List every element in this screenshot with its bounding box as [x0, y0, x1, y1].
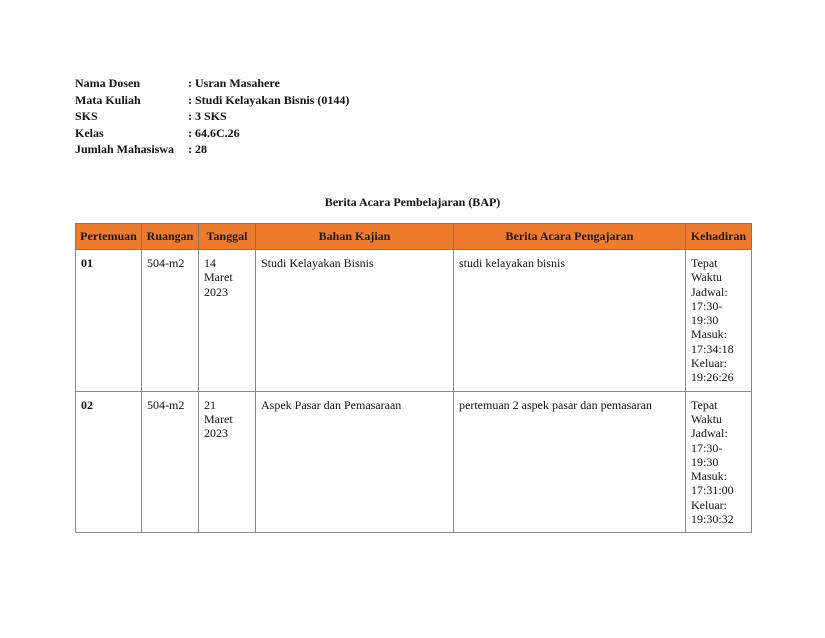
cell-kehadiran: Tepat Waktu Jadwal: 17:30- 19:30 Masuk: 17:31:00 Keluar: 19:30:32	[686, 391, 752, 533]
info-label: Nama Dosen	[75, 76, 140, 90]
info-value: : 3 SKS	[188, 109, 227, 123]
header-ruangan: Ruangan	[142, 224, 199, 250]
header-bahan-kajian: Bahan Kajian	[256, 224, 454, 250]
cell-ruangan: 504-m2	[142, 391, 199, 533]
cell-ruangan: 504-m2	[142, 250, 199, 392]
cell-pertemuan: 01	[76, 250, 142, 392]
table-row	[76, 391, 752, 533]
info-row-jumlah	[75, 141, 349, 158]
info-value: : Usran Masahere	[188, 76, 280, 90]
info-value: : Studi Kelayakan Bisnis (0144)	[188, 92, 350, 107]
info-row-dosen	[75, 75, 349, 92]
cell-berita-acara: pertemuan 2 aspek pasar dan pemasaran	[454, 391, 686, 533]
info-label: Kelas	[75, 125, 104, 140]
info-label: Jumlah Mahasiswa	[75, 142, 175, 156]
info-row-matakuliah	[75, 92, 349, 109]
header-pertemuan: Pertemuan	[76, 224, 142, 250]
info-value: : 28	[188, 142, 207, 156]
info-label: Mata Kuliah	[75, 92, 141, 107]
info-row-kelas	[75, 125, 349, 142]
header-berita-acara: Berita Acara Pengajaran	[454, 224, 686, 250]
cell-berita-acara: studi kelayakan bisnis	[454, 250, 686, 392]
header-kehadiran: Kehadiran	[686, 224, 752, 250]
cell-pertemuan: 02	[76, 391, 142, 533]
info-label: SKS	[75, 109, 98, 123]
cell-tanggal: 21 Maret 2023	[199, 391, 256, 533]
bap-table	[75, 223, 752, 533]
cell-bahan-kajian: Studi Kelayakan Bisnis	[256, 250, 454, 392]
table-header-row	[76, 224, 752, 250]
course-info	[75, 75, 349, 158]
cell-bahan-kajian: Aspek Pasar dan Pemasaraan	[256, 391, 454, 533]
table-row	[76, 250, 752, 392]
header-tanggal: Tanggal	[199, 224, 256, 250]
info-row-sks	[75, 108, 349, 125]
page-title: Berita Acara Pembelajaran (BAP)	[324, 195, 501, 209]
info-value: : 64.6C.26	[188, 125, 240, 140]
cell-tanggal: 14 Maret 2023	[199, 250, 256, 392]
cell-kehadiran: Tepat Waktu Jadwal: 17:30- 19:30 Masuk: 17:34:18 Keluar: 19:26:26	[686, 250, 752, 392]
